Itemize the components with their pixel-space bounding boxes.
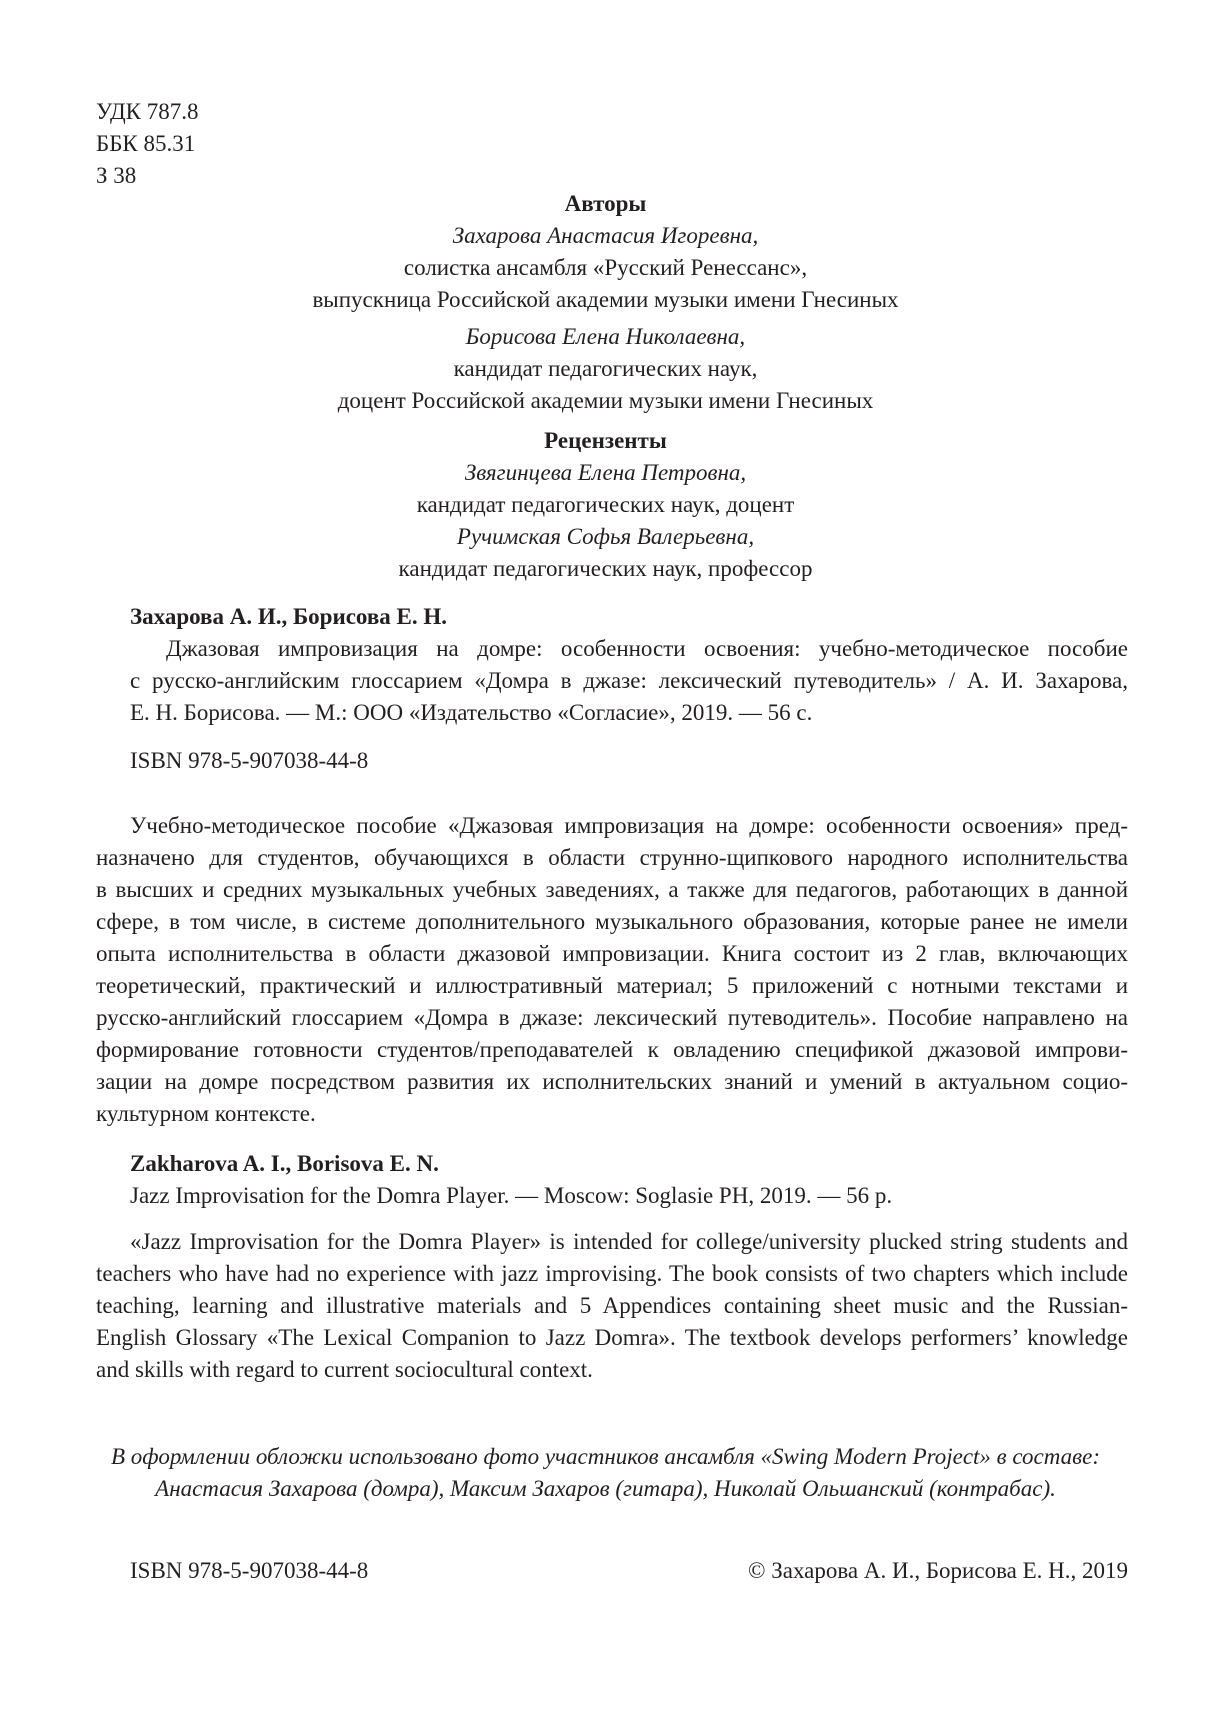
abstract-ru-line: зации на домре посредством развития их исполнительских знаний и умений в актуальном социо- — [96, 1069, 1128, 1094]
abstract-en — [96, 1226, 1128, 1386]
isbn-text: ISBN 978-5-907038-44-8 — [130, 748, 369, 773]
author-1-name: Захарова Анастасия Игоревна, — [452, 223, 759, 248]
reviewers-heading: Рецензенты — [544, 428, 667, 453]
author-2-name: Борисова Елена Николаевна, — [465, 324, 746, 349]
citation-en-line: Jazz Improvisation for the Domra Player. — Moscow: Soglasie PH, 2019. — 56 p. — [130, 1183, 893, 1208]
cover-photo-note — [0, 1441, 1211, 1505]
footer-isbn-text: ISBN 978-5-907038-44-8 — [130, 1558, 369, 1583]
bbk-code: ББК 85.31 — [96, 131, 196, 156]
cover-note-line: В оформлении обложки использовано фото участников ансамбля «Swing Modern Project» в составе: — [111, 1444, 1100, 1469]
author-2-degree: кандидат педагогических наук, — [453, 356, 758, 381]
citation-ru-line: Джазовая импровизация на домре: особенности освоения: учебно-методическое пособие — [166, 636, 1128, 661]
abstract-ru-line: русско-английский глоссарием «Домра в джазе: лексический путеводитель». Пособие направлено на — [96, 1005, 1128, 1030]
abstract-ru-line: в высших и средних музыкальных учебных заведениях, а также для педагогов, работающих в данной — [96, 877, 1128, 902]
author-sign: З 38 — [96, 163, 137, 188]
abstract-en-line: teaching, learning and illustrative materials and 5 Appendices containing sheet music and the Russian- — [96, 1293, 1128, 1318]
abstract-en-line: and skills with regard to current sociocultural context. — [96, 1357, 593, 1382]
abstract-ru-line: Учебно-методическое пособие «Джазовая импровизация на домре: особенности освоения» пред- — [130, 813, 1128, 838]
author-1-affiliation: выпускница Российской академии музыки имени Гнесиных — [312, 287, 899, 312]
reviewer-1-name: Звягинцева Елена Петровна, — [464, 460, 747, 485]
abstract-ru-line: назначено для студентов, обучающихся в области струнно-щипкового народного исполнительства — [96, 845, 1128, 870]
abstract-en-line: «Jazz Improvisation for the Domra Player» is intended for college/university plucked string students and — [130, 1229, 1128, 1254]
abstract-ru-line: теоретический, практический и иллюстративный материал; 5 приложений с нотными текстами и — [96, 973, 1128, 998]
abstract-ru-line: культурном контексте. — [96, 1101, 316, 1126]
footer-copyright — [748, 1555, 1128, 1587]
cover-note-line: Анастасия Захарова (домра), Максим Захаров (гитара), Николай Ольшанский (контрабас). — [155, 1476, 1056, 1501]
isbn-top — [130, 745, 368, 777]
authors-heading: Авторы — [564, 191, 647, 216]
footer-isbn — [130, 1555, 368, 1587]
abstract-ru — [96, 810, 1128, 1130]
copyright-text: © Захарова А. И., Борисова Е. Н., 2019 — [748, 1558, 1128, 1583]
citation-en-authors: Zakharova A. I., Borisova E. N. — [130, 1151, 439, 1176]
reviewer-2-degree: кандидат педагогических наук, профессор — [398, 556, 813, 581]
citation-ru-line: Е. Н. Борисова. — М.: ООО «Издательство «Согласие», 2019. — 56 с. — [130, 700, 813, 725]
author-1-role: солистка ансамбля «Русский Ренессанс», — [403, 255, 808, 280]
abstract-ru-line: сфере, в том числе, в системе дополнительного музыкального образования, которые ранее не имели — [96, 909, 1128, 934]
abstract-en-line: teachers who have had no experience with jazz improvising. The book consists of two chapters which include — [96, 1261, 1128, 1286]
citation-ru — [130, 601, 1128, 729]
citation-ru-authors: Захарова А. И., Борисова Е. Н. — [130, 604, 448, 629]
citation-ru-line: с русско-английским глоссарием «Домра в джазе: лексический путеводитель» / А. И. Захарова, — [130, 668, 1128, 693]
abstract-en-line: English Glossary «The Lexical Companion to Jazz Domra». The textbook develops performers’ knowledge — [96, 1325, 1128, 1350]
reviewer-2-name: Ручимская Софья Валерьевна, — [456, 524, 755, 549]
abstract-ru-line: опыта исполнительства в области джазовой импровизации. Книга состоит из 2 глав, включающих — [96, 941, 1128, 966]
citation-en — [130, 1148, 892, 1212]
reviewers-section — [0, 425, 1211, 585]
classification-codes — [96, 96, 199, 192]
abstract-ru-line: формирование готовности студентов/преподавателей к овладению спецификой джазовой импрови- — [96, 1037, 1128, 1062]
author-2-affiliation: доцент Российской академии музыки имени Гнесиных — [337, 388, 874, 413]
authors-section — [0, 188, 1211, 417]
udk-code: УДК 787.8 — [96, 99, 199, 124]
reviewer-1-degree: кандидат педагогических наук, доцент — [416, 492, 795, 517]
